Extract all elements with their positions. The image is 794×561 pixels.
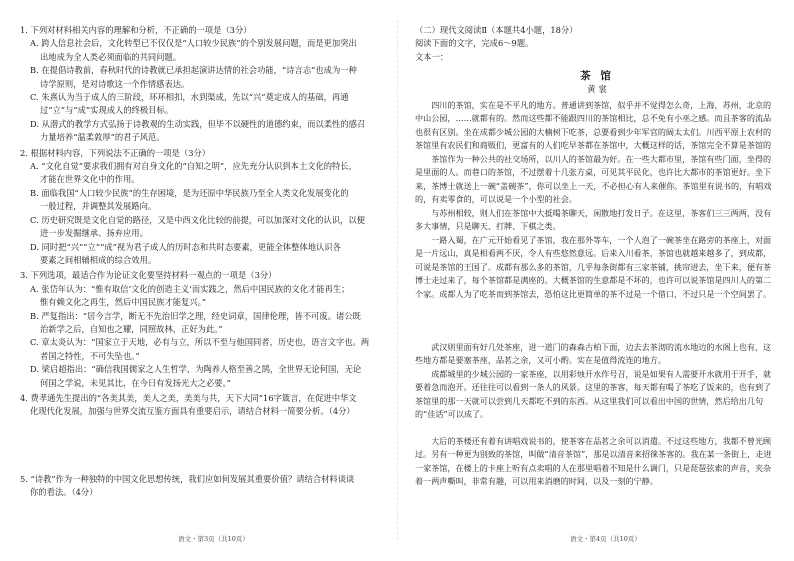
left-page-footer: 语文・第3页（共10页） bbox=[178, 535, 249, 543]
answer-space bbox=[20, 421, 378, 473]
right-page bbox=[415, 24, 779, 502]
question-1-option-d: D. 从潜式的教学方式弘扬于诗教观的生动实践，但毕不以硬性的道德约束，而以柔性的感召 力量培养“温柔敦厚”的君子风范。 bbox=[30, 118, 366, 143]
page-divider bbox=[397, 20, 398, 540]
question-3-option-b: B. 严复指出：“居今言学，断无不先治旧学之理，经史词章，国律伦理，皆不可废。诸公既 治新学之后，自知也之耀，同照故林，正好为此。” bbox=[30, 310, 361, 334]
question-1-stem: 1. 下列对材料相关内容的理解和分析，不正确的一项是（3分） bbox=[20, 25, 252, 35]
reading-instruction: 阅读下面的文字，完成6～9题。 bbox=[415, 38, 534, 49]
question-4: 4. 费孝通先生提出的“各美其美，美人之美，美美与共，天下大同”16字箴言，在促进中华文 化现代化发展，加强与世界交流互鉴方面具有重要启示，请结合材料一简要分析。（4分） bbox=[20, 392, 357, 417]
article-paragraph: 与苏州相较，则人们在茶馆中大抵喝茶聊天，闲散地打发日子。在这里，茶客们三三两两，没有多大事情，只是聊天、打牌、下棋之类。 bbox=[415, 208, 772, 232]
article-paragraph: 一路入蜀，在广元开始看见了茶馆，我在那外等车，一个人泡了一碗茶坐在路旁的茶座上，对面是一片远山，真是相看两不厌，令人有些悠然意远。后来入川看茶，茶馆也就越来越多了，到成都，可说是茶馆的王国了。成都有那么多的茶馆，几乎每条街都有三家茶铺，挑帘进去，坐下来，便有茶博士走过来了，每个茶馆都是满座的。大概茶馆的生意都是不坏的，也许可以说茶馆是四川人的第二个家。成都人为了吃茶而到茶馆去，恐怕这比更简单的茶不过是一个借口，不过只是一个空间罢了。 bbox=[415, 235, 772, 299]
question-3 bbox=[20, 269, 378, 390]
left-page bbox=[20, 24, 378, 502]
question-2 bbox=[20, 147, 378, 268]
question-3-stem: 3. 下列选项，最适合作为论证文化要坚持材料一观点的一项是（3分） bbox=[20, 270, 277, 281]
question-3-option-d: D. 梁启超指出：“确信我国儒家之人生哲学，为陶养人格至善之鹄，全世界无论何国，无论 何国之学说，未见其比，在今日有发扬光大之必要。” bbox=[30, 364, 362, 388]
question-1-option-c: C. 朱熹认为当于成人的三阶段，环环相扣，水到渠成，先以“兴”奠定成人的基础，再通 过“立”与“成”实现成人的终极目标。 bbox=[30, 92, 349, 116]
question-1 bbox=[20, 24, 378, 145]
question-1-option-a: A. 跨人信息社会后，文化转型已不仅仅是“人口较少民族”的个别发展问题，而是更加突出 出地成为全人类必须面临的共同问题。 bbox=[30, 38, 357, 62]
article-paragraph: 四川的茶馆，实在是不平凡的地方。普通讲到茶馆，似乎并不觉得怎么奇，上海，苏州，北京的中山公园，……就都有的。然而这些都不能跟四川的茶馆相比，总不免有小巫之感。而且茶客的流品也很有区别。坐在成都少城公园的大楠树下吃茶，总要看到少年军官的阔太太们。川西平原上农村的茶馆里有农民们和商贩们，更富有的人们吃早茶都在茶馆中，大概这样的话，茶馆完全不算是茶馆的 bbox=[415, 100, 772, 151]
article-paragraph: 武汉则里面有好几处茶座，进一道门的森森古柏下面，边去去茶沏的流水地边的水阁上也有，这些地方都是要塞茶座，品茗之余，又可小酌。实在是值得流连的地方。 bbox=[415, 342, 772, 366]
question-2-option-d: D. 同时把“兴”“立”“成”视为君子成人的历时态和共时态要素，更能全体整体地认识各 要素之间相辅相成的综合效用。 bbox=[30, 241, 341, 265]
right-page-footer: 语文・第4页（共10页） bbox=[570, 535, 641, 543]
article-title: 茶 馆 bbox=[580, 70, 614, 83]
question-5: 5. “诗教”作为一种独特的中国文化思想传统，我们应如何发展其重要价值？请结合材料谈谈 你的看法。（4分） bbox=[20, 473, 355, 498]
question-3-option-a: A. 张岱年认为：“惟有取信‘文化的创造主义’而实践之，然后中国民族的文化才能再生； 惟有赖文化之再生，然后中国民族才能复兴。” bbox=[30, 283, 350, 308]
question-2-stem: 2. 根据材料内容，下列说法不正确的一项是（3分） bbox=[20, 147, 211, 158]
question-3-option-c: C. 章太炎认为：“国家立于天地，必有与立，所以不至与他国同者，历史也，语言文字也。两 者国之特性，不可失坠也。” bbox=[30, 337, 370, 361]
article-paragraph: 大后的茶楼还有着有讲唱戏说书的，使茶客在品茗之余可以消遣。不过这些地方，我都不曾光顾过。另有一种更为别致的茶馆，叫做“清音茶馆”，那是以清音来招徕茶客的。我在某一条街上，走进一家茶馆，在楼上的卡座上听有点卖唱的人在那里唱着不知是什么调门，只是琵琶弦索的声音，夹杂着一两声嘶叫，非常有趣，可以用来消磨的时间，以及一刻的宁静。 bbox=[415, 436, 772, 487]
question-1-option-b: B. 在提倡诗教前，春秋时代的诗教就已承担起演讲达情的社会功能，“诗言志”也成为一种 诗学原则，是对诗歌这一个作情感表达。 bbox=[30, 65, 357, 89]
article-paragraph: 茶馆作为一种公共的社交场所，以川人的茶馆最为好。在一些大都市里，茶馆有些门面，坐得的是里面的人。而巷口的茶馆，不过摆着十几张方桌，可见其平民化，也许比大都市的茶馆更好。坐下来，茶博士就送上一碗“盖碗茶”，你可以坐上一天，不必担心有人来催你。茶馆里有说书的，有唱戏的，有卖零食的，可以说是一个小型的社会。 bbox=[415, 154, 772, 205]
section-heading: （二）现代文阅读Ⅱ（本题共4小题，18分） bbox=[415, 25, 578, 35]
material-label: 文本一： bbox=[415, 51, 449, 62]
question-2-option-c: C. 历史研究既是文化自觉的路径，又是中西文化比较的前提，可以加深对文化的认识，以便 进一步发掘继承、扬弃应用。 bbox=[30, 214, 365, 239]
question-2-option-b: B. 面临我国“人口较少民族”的生存困境，是为还原中华民族乃至全人类文化发展变化的 一般过程，并调整其发展路向。 bbox=[30, 187, 349, 212]
question-2-option-a: A. “文化自觉”要求我们拥有对自身文化的“自知之明”，应先充分认识到本土文化的特长， 才能在世界文化中的作用。 bbox=[30, 161, 357, 185]
article-paragraph: 成都城里的少城公园的一家茶座，以用彩烛开水作号召，说是如果有人需要开水就用于开手，就要着急而泡开。还往往可以看到一条人的风景。这里的茶客，每天都有喝了茶吃了饭来的，也有到了茶馆里的那一天就可以尝到几天都吃不到的东西。从这里我们可以看出中国的世情，然后给出几句的“佳话”可以成了。 bbox=[415, 369, 772, 420]
article-author: 黄 裳 bbox=[587, 84, 607, 95]
